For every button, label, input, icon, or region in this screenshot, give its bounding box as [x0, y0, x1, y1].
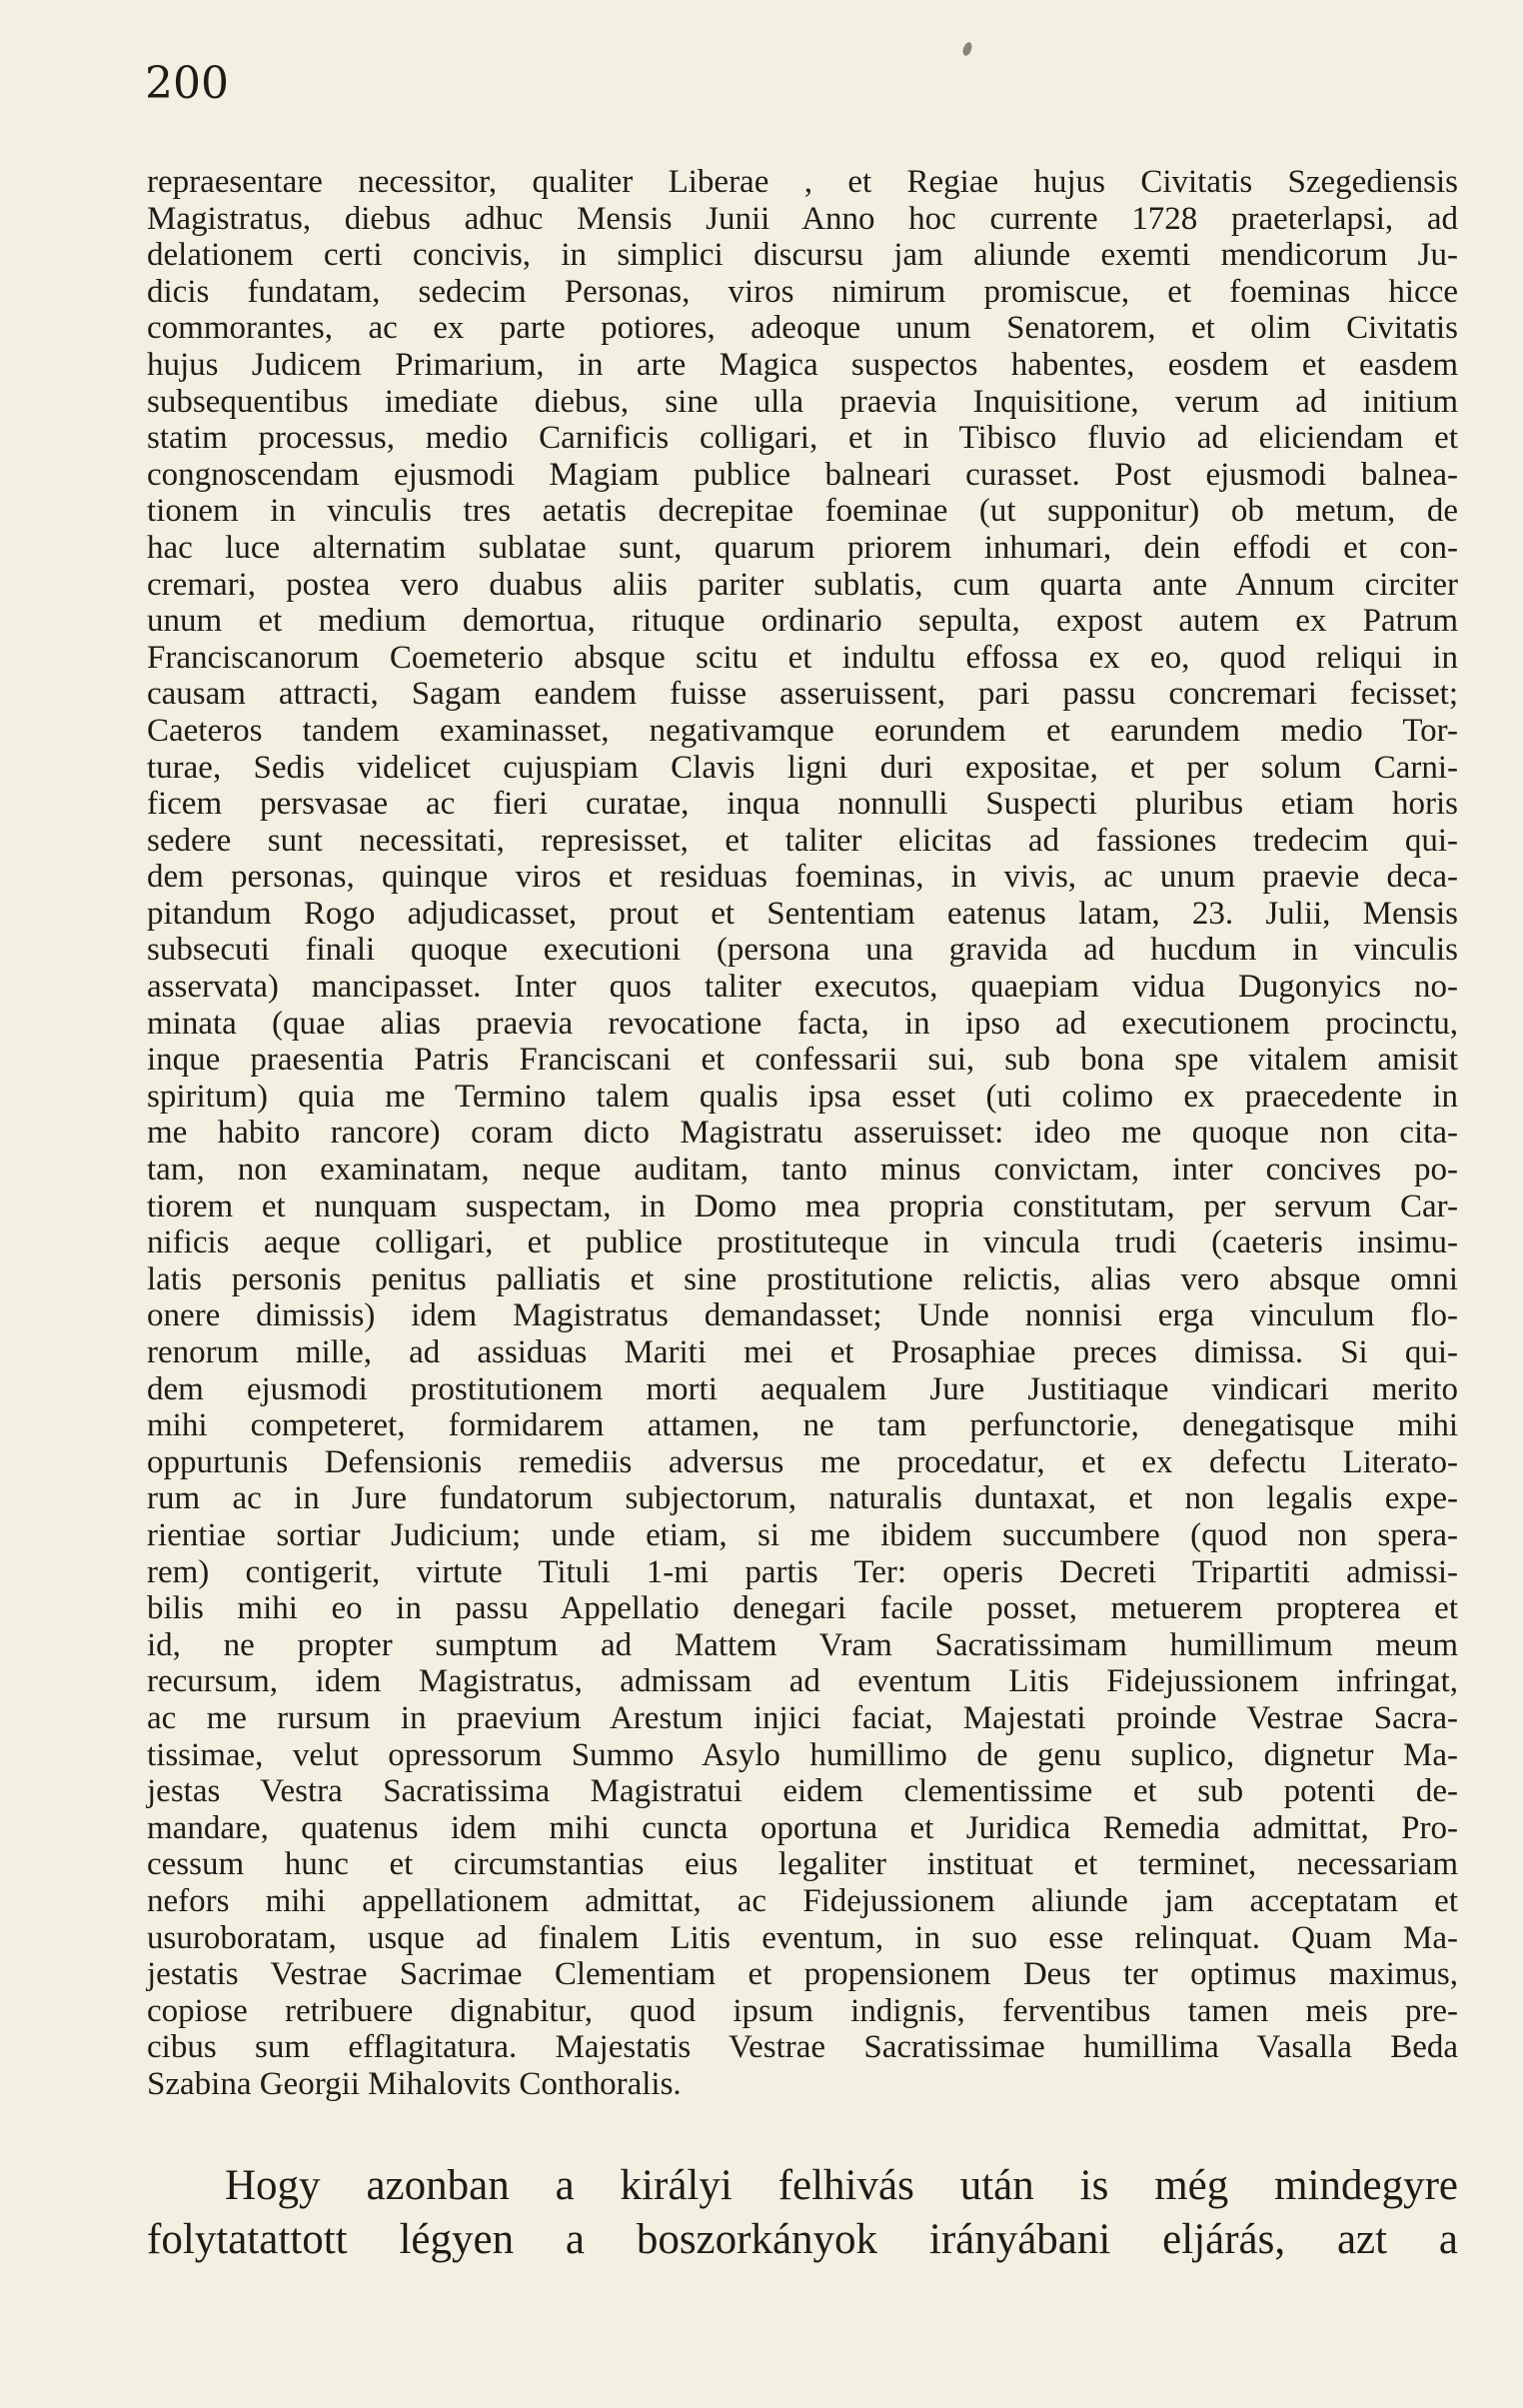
text-line: usuroboratam, usque ad finalem Litis eventum, in suo esse relinquat. Quam Ma-: [147, 1919, 1458, 1956]
text-line: id, ne propter sumptum ad Mattem Vram Sacratissimam humillimum meum: [147, 1626, 1458, 1663]
text-line: turae, Sedis videlicet cujuspiam Clavis ligni duri expositae, et per solum Carni-: [147, 749, 1458, 786]
text-line: causam attracti, Sagam eandem fuisse asseruissent, pari passu concremari fecisset;: [147, 676, 1458, 713]
latin-petition-text: [147, 164, 1458, 2102]
text-line: folytatattott légyen a boszorkányok irányábani eljárás, azt a: [147, 2216, 1458, 2263]
text-line: latis personis penitus palliatis et sine prostitutione relictis, alias vero absque omni: [147, 1260, 1458, 1297]
text-line: tiorem et nunquam suspectam, in Domo mea propria constitutam, per servum Car-: [147, 1188, 1458, 1224]
text-line: renorum mille, ad assiduas Mariti mei et Prosaphiae preces dimissa. Si qui-: [147, 1334, 1458, 1370]
text-line: ac me rursum in praevium Arestum injici faciat, Majestati proinde Vestrae Sacra-: [147, 1699, 1458, 1736]
text-line: onere dimissis) idem Magistratus demandasset; Unde nonnisi erga vinculum flo-: [147, 1297, 1458, 1334]
page-number: 200: [145, 58, 229, 109]
text-line: dem ejusmodi prostitutionem morti aequalem Jure Justitiaque vindicari merito: [147, 1370, 1458, 1407]
text-line: delationem certi concivis, in simplici discursu jam aliunde exemti mendicorum Ju-: [147, 237, 1458, 274]
text-line: minata (quae alias praevia revocatione facta, in ipso ad executionem procinctu,: [147, 1005, 1458, 1042]
text-line: commorantes, ac ex parte potiores, adeoque unum Senatorem, et olim Civitatis: [147, 310, 1458, 347]
text-line: hujus Judicem Primarium, in arte Magica suspectos habentes, eosdem et easdem: [147, 346, 1458, 383]
text-line: Hogy azonban a királyi felhivás után is még mindegyre: [225, 2162, 1458, 2209]
text-line: congnoscendam ejusmodi Magiam publice balneari curasset. Post ejusmodi balnea-: [147, 456, 1458, 493]
text-line: dem personas, quinque viros et residuas foeminas, in vivis, ac unum praevie deca-: [147, 859, 1458, 896]
text-line: cibus sum efflagitatura. Majestatis Vestrae Sacratissimae humillima Vasalla Beda: [147, 2029, 1458, 2066]
text-line: subsequentibus imediate diebus, sine ulla praevia Inquisitione, verum ad initium: [147, 383, 1458, 420]
text-line: asservata) mancipasset. Inter quos taliter executos, quaepiam vidua Dugonyics no-: [147, 969, 1458, 1006]
text-line: cessum hunc et circumstantias eius legaliter instituat et terminet, necessariam: [147, 1846, 1458, 1883]
text-line: rem) contigerit, virtute Tituli 1-mi partis Ter: operis Decreti Tripartiti admissi-: [147, 1553, 1458, 1590]
text-line: jestas Vestra Sacratissima Magistratui eidem clementissime et sub potenti de-: [147, 1773, 1458, 1810]
text-line: pitandum Rogo adjudicasset, prout et Sententiam eatenus latam, 23. Julii, Mensis: [147, 895, 1458, 932]
text-line: tionem in vinculis tres aetatis decrepitae foeminae (ut supponitur) ob metum, de: [147, 493, 1458, 530]
text-line: tam, non examinatam, neque auditam, tanto minus convictam, inter concives po-: [147, 1152, 1458, 1189]
text-line: jestatis Vestrae Sacrimae Clementiam et propensionem Deus ter optimus maximus,: [147, 1956, 1458, 1993]
text-line: oppurtunis Defensionis remediis adversus me procedatur, et ex defectu Literato-: [147, 1443, 1458, 1480]
text-line: me habito rancore) coram dicto Magistratu asseruisset: ideo me quoque non cita-: [147, 1115, 1458, 1152]
text-line: Magistratus, diebus adhuc Mensis Junii Anno hoc currente 1728 praeterlapsi, ad: [147, 200, 1458, 237]
text-line: inque praesentia Patris Franciscani et confessarii sui, sub bona spe vitalem amisit: [147, 1042, 1458, 1079]
text-line: tissimae, velut opressorum Summo Asylo humillimo de genu suplico, dignetur Ma-: [147, 1736, 1458, 1773]
text-line: hac luce alternatim sublatae sunt, quarum priorem inhumari, dein effodi et con-: [147, 529, 1458, 566]
text-line: spiritum) quia me Termino talem qualis ipsa esset (uti colimo ex praecedente in: [147, 1078, 1458, 1115]
text-line: Franciscanorum Coemeterio absque scitu et indultu effossa ex eo, quod reliqui in: [147, 639, 1458, 676]
text-line: unum et medium demortua, rituque ordinario sepulta, expost autem ex Patrum: [147, 603, 1458, 640]
text-line: cremari, postea vero duabus aliis pariter sublatis, cum quarta ante Annum circiter: [147, 566, 1458, 603]
text-line: bilis mihi eo in passu Appellatio denegari facile posset, metuerem propterea et: [147, 1590, 1458, 1627]
text-line: sedere sunt necessitati, represisset, et taliter elicitas ad fassiones tredecim qui-: [147, 822, 1458, 859]
text-line: mihi competeret, formidarem attamen, ne tam perfunctorie, denegatisque mihi: [147, 1407, 1458, 1444]
text-line: subsecuti finali quoque executioni (persona una gravida ad hucdum in vinculis: [147, 932, 1458, 969]
text-line: statim processus, medio Carnificis colligari, et in Tibisco fluvio ad eliciendam et: [147, 420, 1458, 457]
text-line: mandare, quatenus idem mihi cuncta oportuna et Juridica Remedia admittat, Pro-: [147, 1809, 1458, 1846]
text-line: dicis fundatam, sedecim Personas, viros nimirum promiscue, et foeminas hicce: [147, 273, 1458, 310]
text-line: nefors mihi appellationem admittat, ac Fidejussionem aliunde jam acceptatam et: [147, 1882, 1458, 1919]
text-line: rum ac in Jure fundatorum subjectorum, naturalis duntaxat, et non legalis expe-: [147, 1480, 1458, 1517]
ink-speck: [961, 41, 973, 57]
text-line: nificis aeque colligari, et publice prostituteque in vincula trudi (caeteris insimu-: [147, 1224, 1458, 1261]
hungarian-commentary-text: [147, 2159, 1458, 2267]
text-line: copiose retribuere dignabitur, quod ipsum indignis, ferventibus tamen meis pre-: [147, 1992, 1458, 2029]
text-line: repraesentare necessitor, qualiter Liberae , et Regiae hujus Civitatis Szegediensis: [147, 164, 1458, 200]
text-line: recursum, idem Magistratus, admissam ad eventum Litis Fidejussionem infringat,: [147, 1663, 1458, 1700]
text-line: Szabina Georgii Mihalovits Conthoralis.: [147, 2065, 682, 2102]
text-line: rientiae sortiar Judicium; unde etiam, si me ibidem succumbere (quod non spera-: [147, 1516, 1458, 1553]
text-line: Caeteros tandem examinasset, negativamque eorundem et earundem medio Tor-: [147, 712, 1458, 749]
text-line: ficem persvasae ac fieri curatae, inqua nonnulli Suspecti pluribus etiam horis: [147, 786, 1458, 823]
